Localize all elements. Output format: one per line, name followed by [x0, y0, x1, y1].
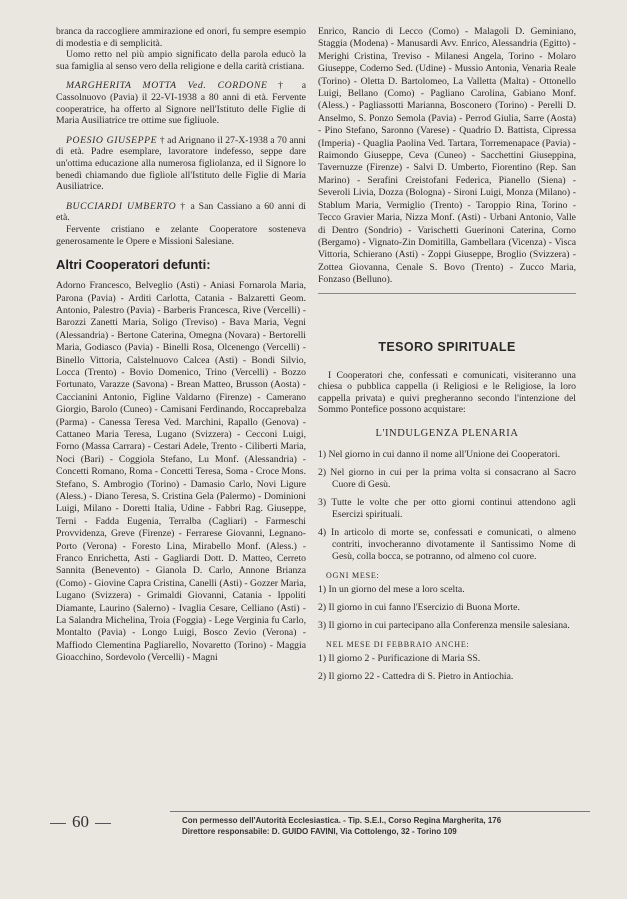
divider — [318, 293, 576, 294]
indulgence-item: 4) In articolo di morte se, confessati e comunicati, o almeno contriti, invocheranno divotamente il Santissimo Nome di Gesù, colla bocca, se potranno, od almeno col cuore. — [318, 526, 576, 562]
intro-paragraph-2: Uomo retto nel più ampio significato della parola educò la sua famiglia al senso vero della religione e della carità cristiana. — [56, 49, 306, 72]
monthly-item: 3) Il giorno in cui partecipano alla Conferenza mensile salesiana. — [318, 619, 570, 631]
indulgence-item: 3) Tutte le volte che per otto giorni continui attendono agli Esercizi spirituali. — [318, 496, 576, 520]
section-title: Altri Cooperatori defunti: — [56, 257, 211, 273]
sub-title: L'INDULGENZA PLENARIA — [375, 427, 519, 439]
deceased-names-list-continued: Enrico, Rancio di Lecco (Como) - Malagoli D. Geminiano, Staggia (Modena) - Manusardi Avv. Enrico, Alessandria (Egitto) - Merighi Cristina, Treviso - Milanesi Angela, Torino - Molaro Giuseppe, Coderno Sed. (Udine) - Mussio Antonia, Venaria Reale (Torino) - Oletta D. Bartolomeo, La Valletta (Malta) - Ottonello Luigi, Bellano (Como) - Pagliano Carolina, Gabiano Monf. (Aless.) - Pagliassotti Marianna, Bosconero (Torino) - Perelli D. Anselmo, S. Ponzo Semola (Pavia) - Perrod Giulia, Sarre (Aosta) - Pino Stefano, Saronno (Varese) - Quadrio D. Battista, Cipressa (Imperia) - Quaglia Paolina Ved. Tartara, Torremenapace (Pavia) - Raimondo Giuseppe, Ceva (Cuneo) - Sacchettini Giuseppina, Tavernuzze (Firenze) - Salvi D. Umberto, Fiorentino (Rep. San Marino) - Serafini Creistofani Federica, Pianello (Siena) - Severoli Livia, Dozza (Bologna) - Sironi Luigi, Monza (Milano) - Stablum Maria, Vermiglio (Trento) - Taroppio Rina, Torino - Tecco Gravier Maria, Nizza Monf. (Asti) - Urbani Antonio, Valle di Dentro (Sondrio) - Varischetti Guerinoni Caterina, Corno (Bergamo) - Vignato-Zin Domitilla, Gambellara (Vicenza) - Visca Vittoria, Schierano (Asti) - Zoppi Giuseppe, Broglio (Svizzera) - Zottea Giovanna, Cenale S. Bovo (Trento) - Zucco Maria, Fonzaso (Belluno). — [318, 26, 576, 286]
footer — [182, 815, 582, 837]
deceased-names-list: Adorno Francesco, Belveglio (Asti) - Aniasi Fornarola Maria, Parona (Pavia) - Arditi Carlotta, Catania - Balzaretti Geom. Antonio, Palestro (Pavia) - Barberis Francesca, Rive (Vercelli) - Barozzi Zanetti Maria, Soligo (Treviso) - Bava Maria, Vegni (Alessandria) - Bertone Caterina, Omegna (Novara) - Bertorelli Maria, Godiasco (Pavia) - Binelli Rosa, Olcenengo (Vercelli) - Binello Vittoria, Calstelnuovo Calcea (Asti) - Bondi Silvio, Locca (Trento) - Bovio Domenico, Trino (Vercelli) - Bozzo Fortunato, Varazze (Savona) - Brean Matteo, Brusson (Aosta) - Caccianini Antonio, Figline Valdarno (Firenze) - Camerano Giorgio, Barolo (Cuneo) - Camisani Ferdinando, Roccaprebalza (Parma) - Canessa Teresa Ved. Marchini, Rapallo (Genova) - Cattaneo Maria Teresa, Lugano (Svizzera) - Cecconi Luigi, Forno (Massa Carrara) - Cestari Adele, Trento - Ciliberti Maria, Noci (Bari) - Coggiola Stefano, Lu Monf. (Alessandria) - Concetti Romano, Roma - Concetti Teresa, Soma - Croce Mons. Stefano, S. Ambrogio (Torino) - Damasio Carlo, Novi Ligure (Aless.) - Diano Teresa, S. Cristina Gela (Palermo) - Dominioni Luigi, Milano - Doretti Italia, Udine - Fabbri Rag. Giuseppe, Terni - Fadda Eugenia, Terralba (Cagliari) - Farmeschi Provvidenza, Greve (Firenze) - Ferrarese Giovanni, Legnano-Porto (Verona) - Foresto Lina, Mirabello Monf. (Aless.) - Franco Enrichetta, Asti - Gagliardi Dott. D. Matteo, Cerreto Sannita (Benevento) - Gianola D. Carlo, Annone Brianza (Como) - Giovine Capra Cristina, Canelli (Asti) - Gozzer Maria, Lugano (Svizzera) - Grimaldi Giovanni, Catania - Ippoliti Diamante, Laurino (Salerno) - Ivaglia Cesare, Celliano (Asti) - La Salandra Michelina, Troia (Foggia) - Lege Verginia fu Carlo, Montalto (Pavia) - Longo Luigi, Bosco Zevio (Verona) - Maffiodo Clementina Pagliarello, Novaretto (Torino) - Maggia Gioacchino, Sordevolo (Vercelli) - Magni — [56, 280, 306, 664]
dash-decoration — [50, 823, 66, 824]
february-item: 1) Il giorno 2 - Purificazione di Maria SS. — [318, 652, 481, 664]
obituary-poesio — [56, 135, 306, 193]
obituary-motta — [56, 80, 306, 126]
left-column — [56, 26, 306, 665]
page-number — [44, 812, 117, 832]
obituary-text: † a Cassolnuovo (Pavia) il 22-VI-1938 a 80 anni di età. Fervente cooperatrice, ha offerto al Signore nell'Istituto delle Figlie di Maria Ausiliatrice tre ottime sue figliuole. — [56, 80, 306, 127]
february-item: 2) Il giorno 22 - Cattedra di S. Pietro in Antiochia. — [318, 670, 514, 682]
obituary-name: BUCCIARDI UMBERTO — [66, 200, 177, 212]
page-number-text: 60 — [72, 812, 89, 831]
monthly-item: 2) Il giorno in cui fanno l'Esercizio di Buona Morte. — [318, 601, 520, 613]
footer-divider — [170, 811, 590, 812]
footer-line-1: Con permesso dell'Autorità Ecclesiastica. - Tip. S.E.I., Corso Regina Margherita, 176 — [182, 816, 502, 825]
intro-paragraph-1: branca da raccogliere ammirazione ed onori, fu sempre esempio di modestia e di semplicità. — [56, 26, 306, 49]
indulgence-item: 1) Nel giorno in cui danno il nome all'Unione dei Cooperatori. — [318, 448, 560, 460]
monthly-item: 1) In un giorno del mese a loro scelta. — [318, 583, 465, 595]
february-label: NEL MESE DI FEBBRAIO ANCHE: — [326, 639, 470, 649]
obituary-text: † a San Cassiano a 60 anni di età. — [56, 200, 306, 224]
right-column — [318, 26, 576, 689]
footer-line-2: Direttore responsabile: D. GUIDO FAVINI, Via Cottolengo, 32 - Torino 109 — [182, 827, 457, 836]
dash-decoration — [95, 823, 111, 824]
obituary-bucciardi — [56, 201, 306, 224]
obituary-name: MARGHERITA MOTTA Ved. CORDONE — [66, 80, 268, 92]
box-title: TESORO SPIRITUALE — [378, 339, 516, 354]
obituary-name: POESIO GIUSEPPE — [66, 134, 158, 146]
obituary-text: † ad Arignano il 27-X-1938 a 70 anni di età. Padre esemplare, lavoratore indefesso, seppe dare un'ottima educazione alla numerosa figliolanza, ed il Signore lo benedì chiamando due figliole all'Istituto delle Figlie di Maria Ausiliatrice. — [56, 134, 307, 193]
box-intro: I Cooperatori che, confessati e comunicati, visiteranno una chiesa o pubblica cappella (i Religiosi e le Religiose, la loro cappella privata) e quivi pregheranno secondo l'intenzione del Sommo Pontefice possono acquistare: — [318, 369, 576, 416]
obituary-bucciardi-text-2: Fervente cristiano e zelante Cooperatore sosteneva generosamente le Opere e Missioni Salesiane. — [56, 223, 306, 247]
indulgence-item: 2) Nel giorno in cui per la prima volta si consacrano al Sacro Cuore di Gesù. — [318, 466, 576, 490]
monthly-label: OGNI MESE: — [326, 570, 380, 580]
